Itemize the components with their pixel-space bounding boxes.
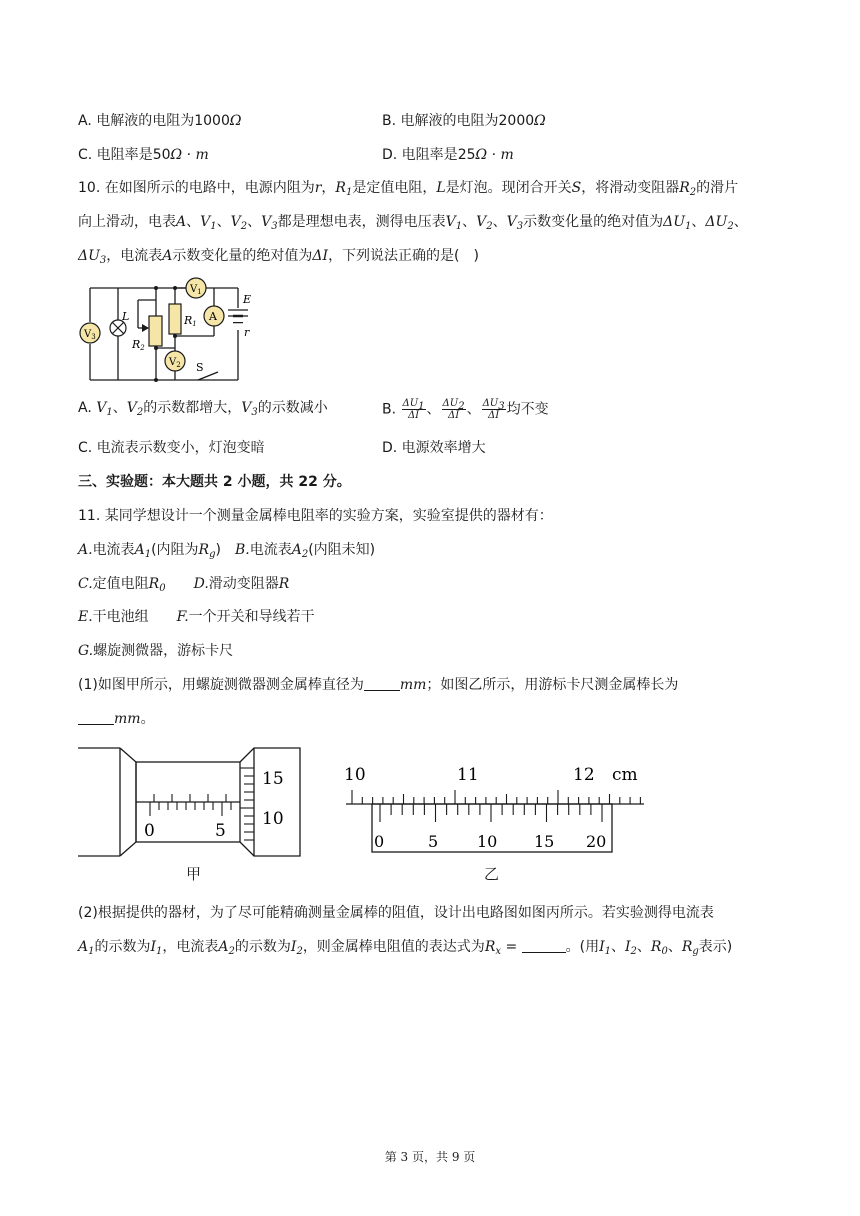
section-heading: 三、实验题：本大题共 2 小题，共 22 分。	[78, 474, 351, 490]
label-lamp: L	[122, 310, 130, 323]
micrometer-caption: 甲	[186, 865, 202, 883]
label-v1: $V_1$	[190, 284, 202, 296]
caliper-vernier-label-0: 0	[374, 832, 385, 851]
micrometer-label-0: 0	[144, 821, 155, 841]
q10-option-c: C. 电流表示数变小，灯泡变暗	[78, 440, 265, 456]
q11-items-ab: A.电流表$A_1$(内阻为$R_g$) B.电流表$A_2$(内阻未知)	[78, 542, 376, 560]
caliper-main-label-12: 12	[573, 765, 595, 785]
micrometer-label-15: 15	[262, 769, 284, 789]
caliper-figure	[340, 760, 650, 860]
q10-stem-line1: 10. 在如图所示的电路中，电源内阻为r，$R_1$是定值电阻，L是灯泡。现闭合开关S，将滑动变阻器$R_2$的滑片	[78, 180, 739, 198]
q10-option-a: A. $V_1$、$V_2$的示数都增大，$V_3$的示数减小	[78, 400, 328, 418]
q11-items-cd: C.定值电阻$R_0$ D.滑动变阻器R	[78, 576, 290, 594]
label-ammeter: A	[209, 310, 217, 323]
label-v2: $V_2$	[169, 357, 181, 369]
q11-part2-line1: (2)根据提供的器材，为了尽可能精确测量金属棒的阻值，设计出电路图如图丙所示。若实验测得电流表	[78, 905, 714, 921]
label-v3: $V_3$	[84, 329, 96, 341]
caliper-vernier-label-15: 15	[534, 832, 555, 851]
micrometer-sleeve-ticks	[150, 794, 231, 816]
caliper-vernier-ticks	[380, 804, 602, 822]
caliper-unit: cm	[612, 765, 638, 785]
micrometer-figure	[78, 742, 308, 864]
label-switch: S	[196, 361, 204, 374]
caliper-main-label-11: 11	[457, 765, 479, 785]
page-footer: 第 3 页，共 9 页	[384, 1150, 476, 1164]
circuit-diagram	[78, 276, 268, 384]
micrometer-label-10: 10	[262, 809, 284, 829]
q11-part2-line2: $A_1$的示数为$I_1$，电流表$A_2$的示数为$I_2$，则金属棒电阻值的表达式为$R_x$ = 。(用$I_1$、$I_2$、$R_0$、$R_g$表示)	[78, 939, 733, 957]
micrometer-thimble-ticks	[240, 768, 254, 840]
q11-items-ef: E.干电池组 F.一个开关和导线若干	[78, 609, 315, 625]
caliper-vernier-label-10: 10	[477, 832, 498, 851]
q11-intro: 11. 某同学想设计一个测量金属棒电阻率的实验方案，实验室提供的器材有：	[78, 508, 553, 524]
label-emf: E	[243, 293, 252, 306]
q11-item-g: G.螺旋测微器，游标卡尺	[78, 643, 234, 659]
micrometer-label-5: 5	[215, 821, 226, 841]
q9-option-a: A. 电解液的电阻为1000Ω	[78, 113, 242, 129]
caliper-vernier-label-20: 20	[586, 832, 607, 851]
caliper-vernier-label-5: 5	[428, 832, 439, 851]
caliper-caption: 乙	[484, 865, 500, 883]
q9-option-c: C. 电阻率是50Ω · m	[78, 147, 209, 163]
q10-stem-line2: 向上滑动，电表A、$V_1$、$V_2$、$V_3$都是理想电表，测得电压表$V_1$、$V_2$、$V_3$示数变化量的绝对值为$\Delta U_1$、$\Delta U_2$、	[78, 214, 748, 232]
q11-part1-end: mm。	[78, 709, 155, 729]
caliper-main-label-10: 10	[344, 765, 366, 785]
q10-option-d: D. 电源效率增大	[382, 440, 486, 456]
caliper-main-ticks	[352, 790, 650, 804]
q9-option-b: B. 电解液的电阻为2000Ω	[382, 113, 546, 129]
q10-option-b: B. $\frac{\Delta U_1}{\Delta I}$ 、 $\frac{\Delta U_2}{\Delta I}$ 、 $\frac{\Delta U_3}{\Delta I}$ 均不变	[382, 398, 549, 421]
q9-option-d: D. 电阻率是25Ω · m	[382, 147, 514, 163]
q11-part1: (1)如图甲所示，用螺旋测微器测金属棒直径为 mm；如图乙所示，用游标卡尺测金属棒长为	[78, 677, 679, 693]
label-internal-r: r	[244, 326, 250, 339]
label-r2: R2	[132, 338, 145, 352]
label-r1: R1	[184, 314, 197, 328]
q10-stem-line3: $\Delta U_3$，电流表A示数变化量的绝对值为ΔI，下列说法正确的是( )	[78, 248, 479, 266]
